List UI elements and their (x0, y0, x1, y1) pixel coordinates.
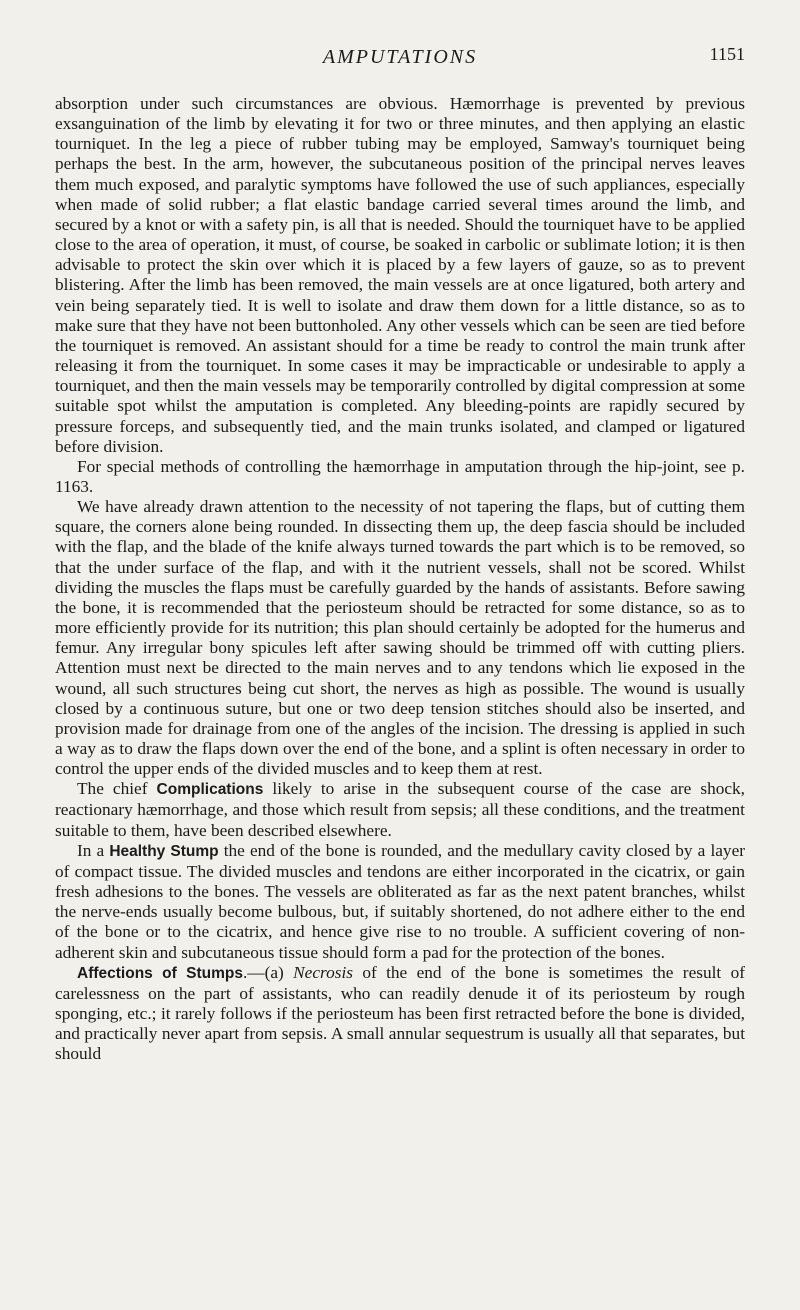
italic-term-necrosis: Necrosis (293, 962, 353, 982)
paragraph-complications (55, 779, 745, 840)
paragraph-hip-joint-reference: For special methods of controlling the hæmorrhage in amputation through the hip-joint, see p. 1163. (55, 456, 745, 496)
paragraph-healthy-stump (55, 841, 745, 963)
paragraph-hemorrhage-control: absorption under such circumstances are obvious. Hæmorrhage is prevented by previous exsanguination of the limb by elevating it for two or three minutes, and then applying an elastic tourniquet. In the leg a piece of rubber tubing may be employed, Samway's tourniquet being perhaps the best. In the arm, however, the subcutaneous position of the principal nerves leaves them much exposed, and paralytic symptoms have followed the use of such appliances, especially when made of solid rubber; a flat elastic bandage carried several times around the limb, and secured by a knot or with a safety pin, is all that is needed. Should the tourniquet have to be applied close to the area of operation, it must, of course, be soaked in carbolic or sublimate lotion; it is then advisable to protect the skin over which it is placed by a few layers of gauze, so as to prevent blistering. After the limb has been removed, the main vessels are at once ligatured, both artery and vein being separately tied. It is well to isolate and draw them down for a little distance, so as to make sure that they have not been buttonholed. Any other vessels which can be seen are tied before the tourniquet is removed. An assistant should for a time be ready to control the main trunk after releasing it from the tourniquet. In some cases it may be impracticable or undesirable to apply a tourniquet, and then the main vessels may be temporarily controlled by digital compression at some suitable spot whilst the amputation is completed. Any bleeding-points are rapidly secured by pressure forceps, and subsequently tied, and the main trunks isolated, and clamped or ligatured before division. (55, 94, 745, 456)
paragraph-text: of the end of the bone is sometimes the result of carelessness on the part of assistants, who can readily denude it of its periosteum by rough sponging, etc.; it rarely follows if the periosteum has been first retracted before the bone is divided, and practically never apart from sepsis. A small annular sequestrum is usually all that separates, but should (55, 962, 745, 1064)
page-number: 1151 (709, 44, 745, 64)
running-head (55, 44, 745, 74)
running-title: AMPUTATIONS (322, 46, 478, 68)
lead-text: In a (77, 840, 110, 860)
paragraph-text: likely to arise in the subsequent course of the case are shock, reactionary hæmorrhage, and those which result from sepsis; all these conditions, and the treatment suitable to them, have been described elsewhere. (55, 779, 745, 840)
paragraph-text: the end of the bone is rounded, and the medullary cavity closed by a layer of compact tissue. The divided muscles and tendons are either incorporated in the cicatrix, or gain fresh adhesions to the bones. The vessels are obliterated as far as the next patent branches, whilst the nerve-ends usually become bulbous, but, if suitably shortened, do not adhere either to the end of the bone or to the cicatrix, and hence give rise to no trouble. A sufficient covering of non-adherent skin and subcutaneous tissue should form a pad for the protection of the bones. (55, 840, 745, 962)
paragraph-flaps: We have already drawn attention to the necessity of not tapering the flaps, but of cutting them square, the corners alone being rounded. In dissecting them up, the deep fascia should be included with the flap, and the blade of the knife always turned towards the part which is to be removed, so that the under surface of the flap, and with it the nutrient vessels, shall not be scored. Whilst dividing the muscles the flaps must be carefully guarded by the hands of assistants. Before sawing the bone, it is recommended that the periosteum should be retracted for some distance, so as to more efficiently provide for its nutrition; this plan should certainly be adopted for the humerus and femur. Any irregular bony spicules left after sawing should be trimmed off with cutting pliers. Attention must next be directed to the main nerves and to any tendons which lie exposed in the wound, all such structures being cut short, the nerves as high as possible. The wound is usually closed by a continuous suture, but one or two deep tension stitches should also be inserted, and provision made for drainage from one of the angles of the incision. The dressing is applied in such a way as to draw the flaps down over the end of the bone, and a splint is often necessary in order to control the upper ends of the divided muscles and to keep them at rest. (55, 497, 745, 779)
run-in-heading-complications: Complications (156, 781, 264, 799)
body-text (55, 94, 745, 1065)
paragraph-affections-of-stumps (55, 963, 745, 1065)
run-in-heading-healthy-stump: Healthy Stump (109, 842, 219, 860)
run-in-heading-affections: Affections of Stumps (77, 964, 243, 982)
paragraph-text: .—(a) (242, 962, 294, 982)
lead-text: The chief (77, 779, 157, 799)
